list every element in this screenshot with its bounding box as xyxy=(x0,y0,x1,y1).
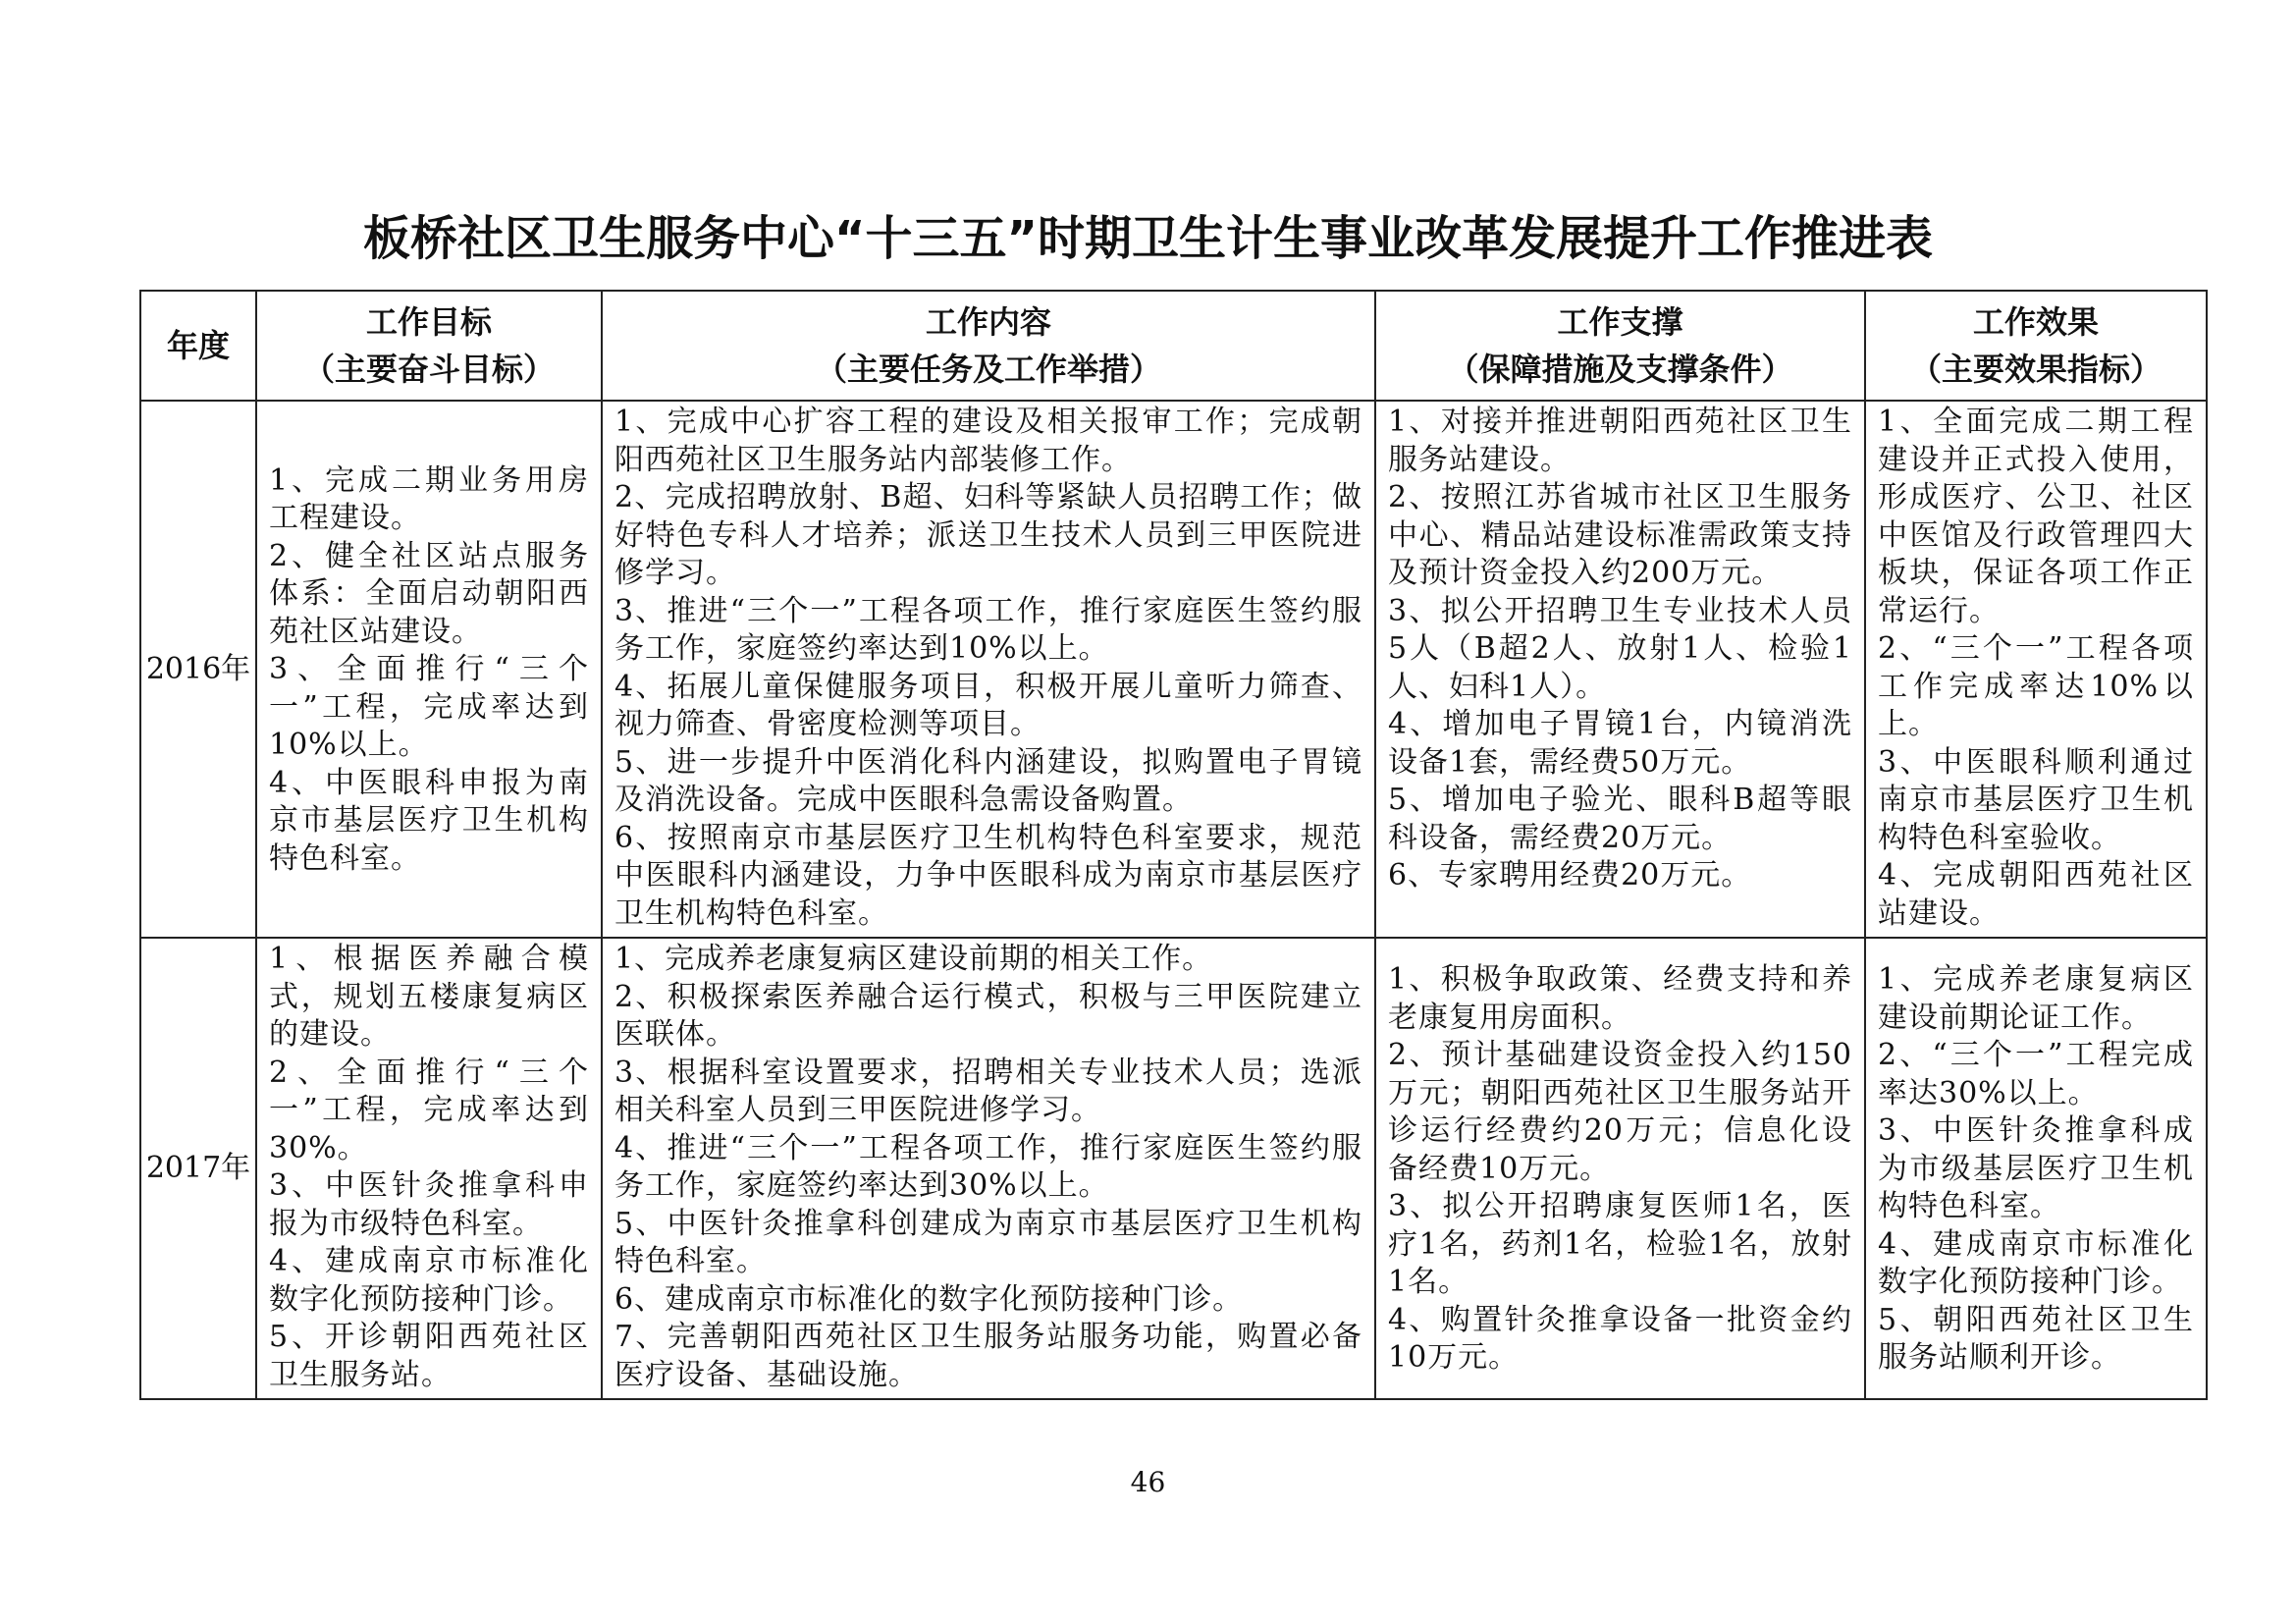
list-item: 1、完成养老康复病区建设前期的相关工作。 xyxy=(614,942,1213,976)
header-content-label: 工作内容 xyxy=(925,303,1051,341)
header-goal-sublabel: （主要奋斗目标） xyxy=(302,351,555,388)
table-row xyxy=(140,938,2207,1399)
contents-cell xyxy=(602,401,1375,938)
supports-list xyxy=(1376,402,1864,895)
list-item: 5、朝阳西苑社区卫生服务站顺利开诊。 xyxy=(1878,1302,2194,1376)
goals-list xyxy=(257,939,601,1394)
list-item: 6、按照南京市基层医疗卫生机构特色科室要求，规范中医眼科内涵建设，力争中医眼科成为南京市基层医疗卫生机构特色科室。 xyxy=(614,820,1362,931)
year-cell xyxy=(140,938,256,1399)
list-item: 6、建成南京市标准化的数字化预防接种门诊。 xyxy=(614,1281,1244,1317)
header-effect-label: 工作效果 xyxy=(1972,303,2099,341)
header-year-label: 年度 xyxy=(166,327,230,364)
table-header-row xyxy=(140,291,2207,401)
list-item: 5、进一步提升中医消化科内涵建设，拟购置电子胃镜及消洗设备。完成中医眼科急需设备购置。 xyxy=(614,744,1362,817)
header-content-sublabel: （主要任务及工作举措） xyxy=(815,351,1161,388)
year-label: 2016年 xyxy=(145,651,251,686)
table-row xyxy=(140,401,2207,938)
effects-list xyxy=(1866,959,2206,1378)
contents-cell xyxy=(602,938,1375,1399)
list-item: 2、积极探索医养融合运行模式，积极与三甲医院建立医联体。 xyxy=(614,979,1362,1052)
list-item: 5、中医针灸推拿科创建成为南京市基层医疗卫生机构特色科室。 xyxy=(614,1206,1362,1278)
contents-list xyxy=(603,402,1374,933)
list-item: 5、增加电子验光、眼科B超等眼科设备，需经费20万元。 xyxy=(1388,783,1852,855)
list-item: 5、开诊朝阳西苑社区卫生服务站。 xyxy=(269,1320,589,1392)
list-item: 1、完成中心扩容工程的建设及相关报审工作；完成朝阳西苑社区卫生服务站内部装修工作。 xyxy=(614,405,1362,477)
list-item: 2、全面推行“三个一”工程，完成率达到30%。 xyxy=(269,1055,589,1165)
list-item: 3、拟公开招聘卫生专业技术人员5人（B超2人、放射1人、检验1人、妇科1人）。 xyxy=(1388,593,1852,704)
page-number: 46 xyxy=(1130,1466,1166,1498)
list-item: 2、预计基础建设资金投入约150万元；朝阳西苑社区卫生服务站开诊运行经费约20万元；信息化设备经费10万元。 xyxy=(1388,1038,1852,1186)
list-item: 4、购置针灸推拿设备一批资金约10万元。 xyxy=(1388,1302,1852,1376)
supports-cell xyxy=(1375,401,1865,938)
header-goal xyxy=(256,291,602,401)
goals-list xyxy=(257,460,601,879)
list-item: 2、完成招聘放射、B超、妇科等紧缺人员招聘工作；做好特色专科人才培养；派送卫生技术人员到三甲医院进修学习。 xyxy=(614,480,1362,590)
list-item: 2、“三个一”工程完成率达30%以上。 xyxy=(1878,1038,2194,1110)
list-item: 2、按照江苏省城市社区卫生服务中心、精品站建设标准需政策支持及预计资金投入约200万元。 xyxy=(1388,480,1852,590)
header-support-sublabel: （保障措施及支撑条件） xyxy=(1447,351,1793,388)
list-item: 3、中医针灸推拿科申报为市级特色科室。 xyxy=(269,1168,589,1241)
header-effect-sublabel: （主要效果指标） xyxy=(1909,351,2162,388)
list-item: 4、中医眼科申报为南京市基层医疗卫生机构特色科室。 xyxy=(269,765,589,876)
list-item: 3、中医眼科顺利通过南京市基层医疗卫生机构特色科室验收。 xyxy=(1878,744,2194,855)
list-item: 4、完成朝阳西苑社区站建设。 xyxy=(1878,858,2194,931)
contents-list xyxy=(603,939,1374,1394)
effects-cell xyxy=(1865,938,2207,1399)
list-item: 1、根据医养融合模式，规划五楼康复病区的建设。 xyxy=(269,942,589,1052)
list-item: 1、对接并推进朝阳西苑社区卫生服务站建设。 xyxy=(1388,405,1852,477)
header-goal-label: 工作目标 xyxy=(365,303,492,341)
supports-list xyxy=(1376,959,1864,1378)
list-item: 4、推进“三个一”工程各项工作，推行家庭医生签约服务工作，家庭签约率达到30%以上。 xyxy=(614,1130,1362,1203)
list-item: 3、推进“三个一”工程各项工作，推行家庭医生签约服务工作，家庭签约率达到10%以上。 xyxy=(614,593,1362,666)
list-item: 2、健全社区站点服务体系：全面启动朝阳西苑社区站建设。 xyxy=(269,538,589,649)
supports-cell xyxy=(1375,938,1865,1399)
goals-cell xyxy=(256,938,602,1399)
work-plan-table xyxy=(139,290,2208,1400)
list-item: 4、建成南京市标准化数字化预防接种门诊。 xyxy=(269,1244,589,1317)
list-item: 3、中医针灸推拿科成为市级基层医疗卫生机构特色科室。 xyxy=(1878,1113,2194,1224)
list-item: 4、增加电子胃镜1台，内镜消洗设备1套，需经费50万元。 xyxy=(1388,707,1852,780)
effects-list xyxy=(1866,402,2206,933)
goals-cell xyxy=(256,401,602,938)
list-item: 4、建成南京市标准化数字化预防接种门诊。 xyxy=(1878,1226,2194,1300)
page-title: 板桥社区卫生服务中心“十三五”时期卫生计生事业改革发展提升工作推进表 xyxy=(362,211,1934,266)
list-item: 1、完成养老康复病区建设前期论证工作。 xyxy=(1878,962,2194,1035)
list-item: 6、专家聘用经费20万元。 xyxy=(1388,858,1752,893)
list-item: 1、全面完成二期工程建设并正式投入使用，形成医疗、公卫、社区中医馆及行政管理四大板块，保证各项工作正常运行。 xyxy=(1878,405,2194,628)
header-support xyxy=(1375,291,1865,401)
list-item: 4、拓展儿童保健服务项目，积极开展儿童听力筛查、视力筛查、骨密度检测等项目。 xyxy=(614,669,1362,741)
list-item: 3、根据科室设置要求，招聘相关专业技术人员；选派相关科室人员到三甲医院进修学习。 xyxy=(614,1055,1362,1127)
list-item: 1、积极争取政策、经费支持和养老康复用房面积。 xyxy=(1388,962,1852,1035)
list-item: 3、拟公开招聘康复医师1名，医疗1名，药剂1名，检验1名，放射1名。 xyxy=(1388,1189,1852,1300)
header-support-label: 工作支撑 xyxy=(1557,303,1683,341)
header-content xyxy=(602,291,1375,401)
header-effect xyxy=(1865,291,2207,401)
list-item: 3、全面推行“三个一”工程，完成率达到10%以上。 xyxy=(269,652,589,763)
year-label: 2017年 xyxy=(145,1151,251,1185)
year-cell xyxy=(140,401,256,938)
header-year xyxy=(140,291,256,401)
list-item: 1、完成二期业务用房工程建设。 xyxy=(269,462,589,536)
list-item: 2、“三个一”工程各项工作完成率达10%以上。 xyxy=(1878,631,2194,741)
effects-cell xyxy=(1865,401,2207,938)
list-item: 7、完善朝阳西苑社区卫生服务站服务功能，购置必备医疗设备、基础设施。 xyxy=(614,1320,1362,1392)
